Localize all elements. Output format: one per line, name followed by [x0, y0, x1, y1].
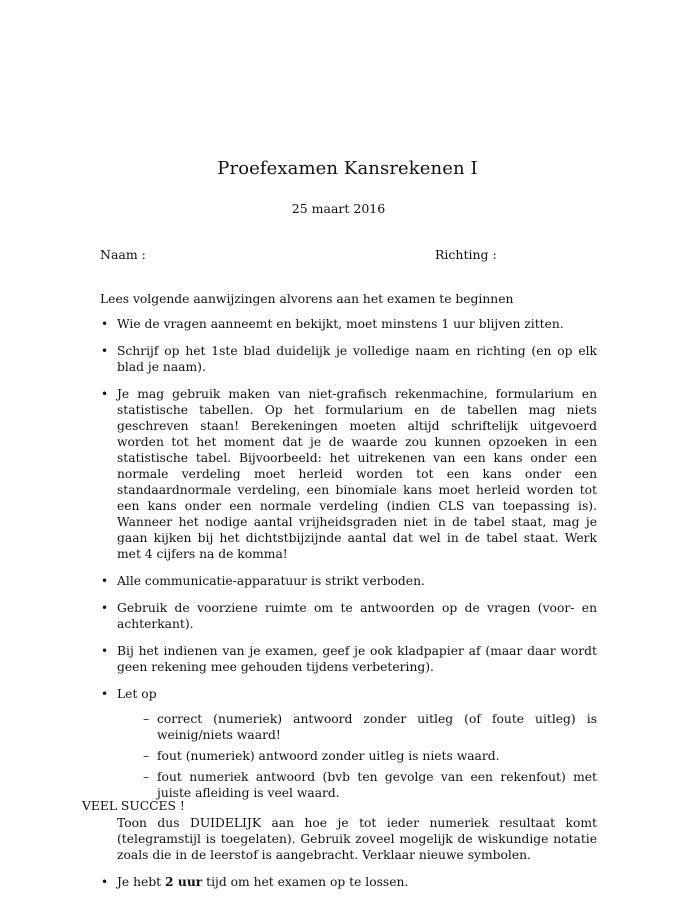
- exam-date: 25 maart 2016: [291, 201, 386, 216]
- bullet-icon: •: [101, 875, 109, 889]
- let-op-note: Toon dus DUIDELIJK aan hoe je tot ieder numeriek resultaat komt (telegramstijl is toegelaten). Gebruik zoveel mogelijk de wiskundige notatie zoals die in de leerstof is aangebracht. Verklaar nieuwe symbolen.: [117, 816, 597, 862]
- let-op-sublist: [117, 711, 597, 801]
- list-item: [100, 386, 597, 562]
- bullet-icon: •: [101, 574, 109, 588]
- sublist-text: fout (numeriek) antwoord zonder uitleg is niets waard.: [157, 749, 500, 763]
- list-item: [100, 643, 597, 675]
- list-item: [100, 316, 597, 332]
- bullet-icon: •: [101, 687, 109, 701]
- sublist-text: correct (numeriek) antwoord zonder uitleg (of foute uitleg) is weinig/niets waard!: [157, 712, 597, 742]
- richting-label: Richting :: [435, 247, 497, 262]
- time-rule-emphasis: 2 uur: [165, 874, 203, 889]
- bullet-icon: •: [101, 317, 109, 331]
- let-op-label: Let op: [117, 687, 157, 701]
- bullet-icon: •: [101, 344, 109, 358]
- sublist-text: fout numeriek antwoord (bvb ten gevolge van een rekenfout) met juiste afleiding is veel waard.: [157, 770, 597, 800]
- dash-icon: –: [143, 749, 150, 763]
- dash-icon: –: [143, 770, 150, 784]
- sublist-item: [143, 748, 597, 764]
- page-title: Proefexamen Kansrekenen I: [217, 158, 478, 179]
- instruction-text: Wie de vragen aanneemt en bekijkt, moet minstens 1 uur blijven zitten.: [117, 317, 564, 331]
- bullet-icon: •: [101, 601, 109, 615]
- naam-label: Naam :: [100, 247, 146, 262]
- instruction-text: Je mag gebruik maken van niet-grafisch rekenmachine, formularium en statistische tabellen. Op het formularium en de tabellen mag niets geschreven staan! Berekeningen moeten altijd schriftelijk uitgevoerd worden tot het moment dat je de waarde zou kunnen opzoeken in een statistische tabel. Bijvoorbeeld: het uitrekenen van een kans onder een normale verdeling moet herleid worden tot een kans onder een standaardnormale verdeling, een binomiale kans moet herleid worden tot een kans onder een normale verdeling (indien CLS van toepassing is). Wanneer het nodige aantal vrijheidsgraden niet in de tabel staat, mag je gaan kijken bij het dichtstbijzijnde aantal dat wel in de tabel staat. Werk met 4 cijfers na de komma!: [117, 387, 597, 561]
- closing-text: VEEL SUCCES !: [82, 799, 185, 813]
- instruction-text: Alle communicatie-apparatuur is strikt verboden.: [117, 574, 425, 588]
- instruction-text: Bij het indienen van je examen, geef je ook kladpapier af (maar daar wordt geen rekening mee gehouden tijdens verbetering).: [117, 644, 597, 674]
- intro-text: Lees volgende aanwijzingen alvorens aan het examen te beginnen: [100, 292, 514, 306]
- list-item: [100, 600, 597, 632]
- time-rule-prefix: Je hebt: [117, 875, 166, 889]
- list-item-let-op: [100, 686, 597, 863]
- list-item: [100, 874, 597, 890]
- time-rule-suffix: tijd om het examen op te lossen.: [202, 875, 409, 889]
- instructions-list: [100, 316, 597, 901]
- instruction-text: Gebruik de voorziene ruimte om te antwoorden op de vragen (voor- en achterkant).: [117, 601, 597, 631]
- instruction-text: Schrijf op het 1ste blad duidelijk je volledige naam en richting (en op elk blad je naam).: [117, 344, 597, 374]
- bullet-icon: •: [101, 387, 109, 401]
- dash-icon: –: [143, 712, 150, 726]
- sublist-item: [143, 769, 597, 801]
- list-item: [100, 573, 597, 589]
- sublist-item: [143, 711, 597, 743]
- list-item: [100, 343, 597, 375]
- bullet-icon: •: [101, 644, 109, 658]
